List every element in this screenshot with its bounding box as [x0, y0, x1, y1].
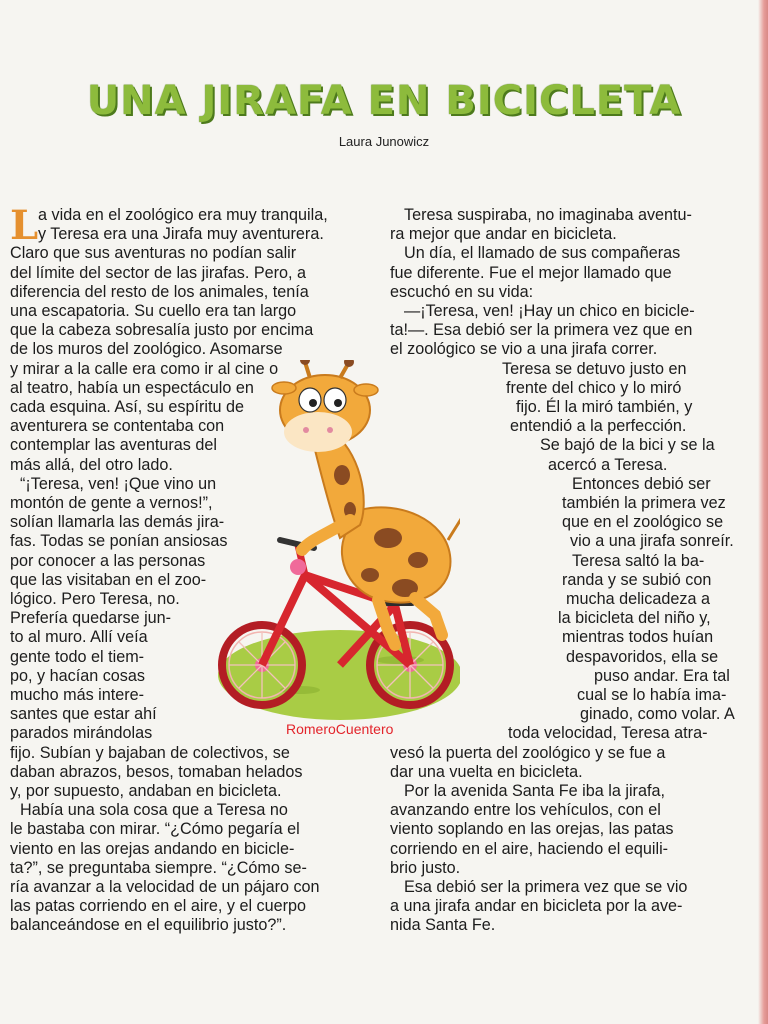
left-text-line: fas. Todas se ponían ansiosas	[10, 532, 228, 551]
left-text-line: de los muros del zoológico. Asomarse	[10, 340, 283, 359]
right-text-line: viento soplando en las orejas, las patas	[390, 820, 674, 839]
left-text-line: diferencia del resto de los animales, tenía	[10, 282, 309, 301]
left-text-line: Había una sola cosa que a Teresa no	[20, 801, 288, 820]
left-text-line: viento en las orejas andando en bicicle-	[10, 839, 295, 858]
right-text-line: la bicicleta del niño y,	[558, 609, 711, 628]
left-text-line: y, por supuesto, andaban en bicicleta.	[10, 782, 282, 800]
right-text-line: el zoológico se vio a una jirafa correr.	[390, 340, 658, 359]
right-text-line: nida Santa Fe.	[390, 916, 496, 935]
right-text-line: a una jirafa andar en bicicleta por la ave-	[390, 897, 683, 916]
right-text-line: —¡Teresa, ven! ¡Hay un chico en bicicle-	[404, 302, 695, 320]
left-text-line: Claro que sus aventuras no podían salir	[10, 244, 297, 263]
giraffe-on-bicycle-illustration	[210, 360, 460, 720]
left-text-line: una escapatoria. Su cuello era tan largo	[10, 302, 297, 320]
right-text-line: ra mejor que andar en bicicleta.	[390, 225, 617, 244]
left-text-line: ta?”, se preguntaba siempre. “¿Cómo se-	[10, 858, 307, 877]
right-text-line: Entonces debió ser	[572, 474, 711, 493]
right-text-line: mientras todos huían	[562, 628, 714, 647]
right-text-line: vesó la puerta del zoológico y se fue a	[390, 743, 666, 762]
right-text-line: ta!—. Esa debió ser la primera vez que en	[390, 321, 693, 340]
article-author: Laura Junowicz	[338, 134, 430, 149]
left-text-line: más allá, del otro lado.	[10, 455, 173, 474]
right-text-line: fijo. Él la miró también, y	[516, 398, 693, 416]
article-title: UNA JIRAFA EN BICICLETA	[86, 78, 682, 124]
left-text-line: ría avanzar a la velocidad de un pájaro con	[10, 878, 320, 896]
left-text-line: que las visitaban en el zoo-	[10, 570, 207, 589]
left-text-line: y mirar a la calle era como ir al cine o	[10, 359, 279, 378]
left-text-line: “¡Teresa, ven! ¡Que vino un	[20, 474, 217, 493]
left-text-line: daban abrazos, besos, tomaban helados	[10, 762, 303, 781]
right-text-line: también la primera vez	[562, 494, 726, 512]
left-text-line: aventurera se contentaba con	[10, 417, 225, 436]
left-text-line: por conocer a las personas	[10, 551, 206, 570]
right-text-line: Se bajó de la bici y se la	[540, 436, 715, 455]
left-text-line: gente todo el tiem-	[10, 647, 145, 666]
left-text-line: le bastaba con mirar. “¿Cómo pegaría el	[10, 820, 300, 839]
left-text-line: parados mirándolas	[10, 724, 153, 743]
right-text-line: Teresa se detuvo justo en	[502, 359, 687, 378]
left-text-line: balanceándose en el equilibrio justo?”.	[10, 916, 287, 935]
left-text-line: fijo. Subían y bajaban de colectivos, se	[10, 743, 290, 762]
watermark: RomeroCuentero	[286, 721, 394, 737]
left-text-line: to al muro. Allí veía	[10, 628, 148, 647]
left-text-line: a vida en el zoológico era muy tranquila,	[38, 206, 328, 224]
right-text-line: avanzando entre los vehículos, con el	[390, 801, 661, 820]
left-text-line: que la cabeza sobresalía justo por encima	[10, 321, 314, 340]
right-text-line: frente del chico y lo miró	[506, 378, 682, 397]
left-text-line: las patas corriendo en el aire, y el cuerpo	[10, 897, 307, 916]
left-text-line: cada esquina. Así, su espíritu de	[10, 398, 244, 416]
right-text-line: randa y se subió con	[562, 570, 712, 589]
left-text-line: Prefería quedarse jun-	[10, 609, 172, 628]
giraffe	[272, 360, 460, 645]
right-text-line: Teresa suspiraba, no imaginaba aventu-	[404, 206, 692, 224]
right-text-line: fue diferente. Fue el mejor llamado que	[390, 263, 672, 282]
drop-cap: L	[10, 202, 39, 249]
left-text-line: y Teresa era una Jirafa muy aventurera.	[38, 225, 324, 244]
left-text-line: montón de gente a vernos!”,	[10, 494, 213, 512]
right-text-line: puso andar. Era tal	[594, 666, 730, 685]
right-text-line: toda velocidad, Teresa atra-	[508, 724, 708, 743]
right-text-line: Por la avenida Santa Fe iba la jirafa,	[404, 782, 665, 800]
right-text-line: entendió a la perfección.	[510, 417, 687, 436]
page-edge	[758, 0, 768, 1024]
right-text-line: ginado, como volar. A	[580, 705, 735, 724]
right-text-line: Esa debió ser la primera vez que se vio	[404, 878, 688, 896]
right-text-line: Teresa saltó la ba-	[572, 551, 705, 570]
right-text-line: acercó a Teresa.	[548, 455, 668, 474]
left-text-line: contemplar las aventuras del	[10, 436, 217, 455]
right-text-line: despavoridos, ella se	[566, 647, 719, 666]
right-text-line: mucha delicadeza a	[566, 590, 710, 608]
right-text-line: cual se lo había ima-	[577, 686, 727, 704]
left-text-line: mucho más intere-	[10, 686, 145, 704]
right-text-line: Un día, el llamado de sus compañeras	[404, 244, 681, 263]
right-text-line: dar una vuelta en bicicleta.	[390, 762, 583, 781]
left-text-line: solían llamarla las demás jira-	[10, 513, 225, 532]
left-text-line: lógico. Pero Teresa, no.	[10, 590, 180, 608]
left-text-line: santes que estar ahí	[10, 705, 157, 724]
right-text-line: que en el zoológico se	[562, 513, 724, 532]
right-text-line: brio justo.	[390, 858, 461, 877]
left-text-line: del límite del sector de las jirafas. Pero, a	[10, 263, 307, 282]
left-text-line: al teatro, había un espectáculo en	[10, 378, 254, 397]
right-text-line: escuchó en su vida:	[390, 282, 534, 301]
right-text-line: corriendo en el aire, haciendo el equili-	[390, 839, 669, 858]
right-text-line: vio a una jirafa sonreír.	[570, 532, 734, 551]
left-text-line: po, y hacían cosas	[10, 666, 145, 685]
